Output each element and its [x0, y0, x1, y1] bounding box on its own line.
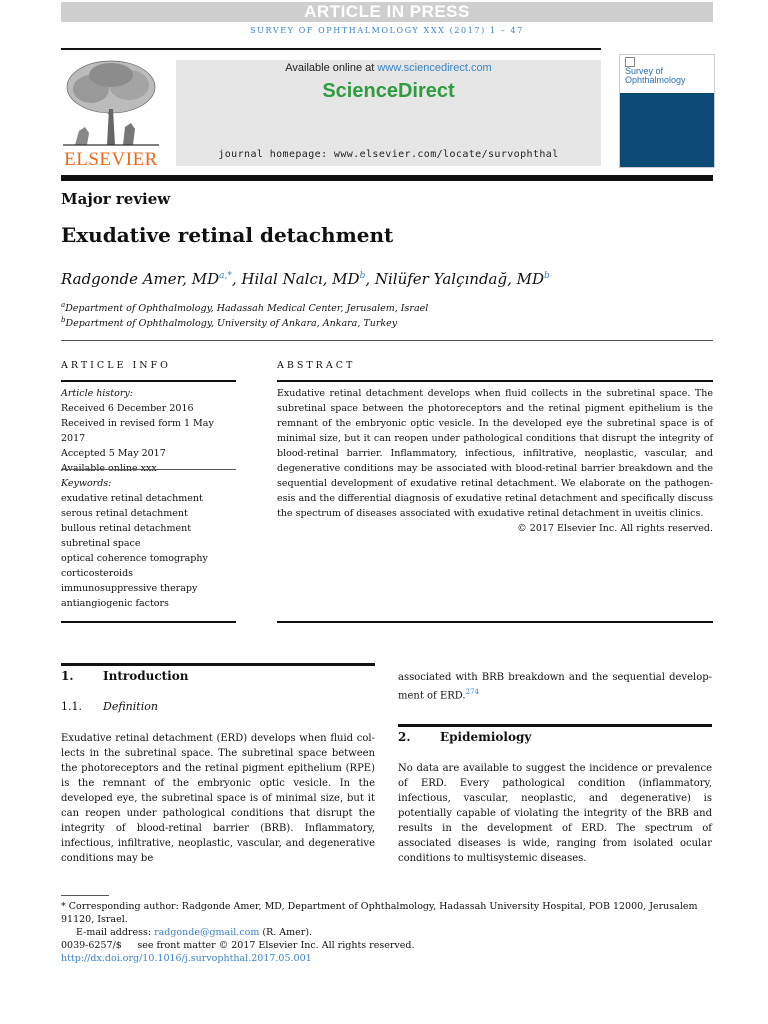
section-title: Epidemiology [440, 730, 532, 744]
available-online [176, 62, 601, 74]
article-info-rule [61, 380, 236, 382]
keyword-item: serous retinal detachment [61, 508, 188, 519]
affiliation-marker: b [61, 316, 66, 324]
cover-title-line-2: Ophthalmology [625, 75, 686, 85]
article-info-heading: ARTICLE INFO [61, 360, 171, 371]
abstract-copyright: © 2017 Elsevier Inc. All rights reserved. [517, 523, 713, 534]
affiliation-marker: a [61, 301, 66, 309]
elsevier-wordmark: ELSEVIER [64, 149, 158, 170]
affiliation [61, 301, 428, 314]
section-heading-epidemiology [398, 730, 531, 744]
article-info-bottom-rule [61, 621, 236, 623]
available-online-prefix: Available online at [285, 62, 378, 74]
author-affiliation-marker[interactable]: b [359, 271, 366, 281]
epidemiology-paragraph: No data are available to suggest the incidence or prevalence of ERD. Every pathological condition (inflammatory, infectious, vascular, neoplastic, and degenerative) is potentially capable of violating the integrity of the BRB and results in the development of ERD. The spectrum of associated diseases is wide, ranging from isolated ocular conditions to multisystemic diseases. [398, 763, 712, 864]
subsection-heading-definition [61, 700, 158, 713]
cover-color-band [620, 93, 714, 167]
keywords-label: Keywords: [61, 478, 112, 489]
history-item: Received in revised form 1 May 2017 [61, 418, 214, 444]
author-separator: , [365, 270, 375, 288]
footnote-rule [61, 895, 109, 896]
keyword-item: corticosteroids [61, 568, 134, 579]
keyword-item: exudative retinal detachment [61, 493, 203, 504]
subsection-title: Definition [103, 700, 158, 713]
section-number: 2. [398, 730, 411, 744]
sciencedirect-brand: ScienceDirect [322, 80, 455, 102]
journal-running-head: SURVEY OF OPHTHALMOLOGY XXX (2017) 1 – 47 [250, 26, 524, 35]
author-separator: , [231, 270, 242, 288]
affiliation [61, 316, 397, 329]
corresponding-author-note: * Corresponding author: Radgonde Amer, MD, Department of Ophthalmology, Hadassah University Hospital, POB 12000, Jerusalem 91120, Israel. [61, 901, 698, 925]
title-rule [61, 340, 713, 341]
cover-title-line-1: Survey of [625, 66, 664, 76]
keyword-item: optical coherence tomography [61, 553, 208, 564]
abstract-text: Exudative retinal detachment develops when fluid collects in the subretinal space. The subretinal space between the photoreceptors and the retinal pigment epithelium is the remnant of the embryonic optic vesicle. In the developed eye the subretinal space is of minimal size, but it can reopen under pathological conditions that disrupt the integrity of blood-retinal barrier. Inflammatory, infectious, infiltrative, neoplastic, vascular, and degenerative conditions may be associated with blood-retinal barrier breakdown and the sequential development of exudative retinal detachment. We elaborate on the pathogen-esis and the differential diagnosis of exudative retinal detachment and specifically discuss the spectrum of diseases associated with exudative retinal detachment in uveitis clinics. [277, 388, 713, 519]
section-heading-introduction [61, 669, 188, 683]
author-name: Nilüfer Yalçındağ, MD [374, 270, 545, 288]
email-label: E-mail address: [76, 927, 155, 938]
keyword-item: bullous retinal detachment [61, 523, 192, 534]
journal-cover [619, 54, 715, 168]
email-note [76, 926, 312, 939]
article-history-label: Article history: [61, 388, 133, 399]
abstract-rule [277, 380, 713, 382]
email-suffix: (R. Amer). [259, 927, 313, 938]
affiliation-text: Department of Ophthalmology, University of Ankara, Ankara, Turkey [65, 318, 398, 330]
author-list [61, 270, 550, 288]
author-affiliation-marker[interactable]: a,* [219, 271, 232, 281]
email-link[interactable]: radgonde@gmail.com [154, 927, 260, 938]
section-number: 1. [61, 669, 74, 683]
epidemiology-section-rule [398, 724, 712, 727]
doi-link[interactable] [61, 952, 312, 965]
author-name: Radgonde Amer, MD [61, 270, 220, 288]
article-type: Major review [61, 190, 171, 208]
keywords [61, 476, 236, 611]
keyword-item: immunosuppressive therapy [61, 583, 198, 594]
article-history [61, 386, 236, 476]
history-item: Accepted 5 May 2017 [61, 448, 166, 459]
abstract-bottom-rule [277, 621, 713, 623]
intro-paragraph: Exudative retinal detachment (ERD) develops when fluid col-lects in the subretinal space. The subretinal space between the photoreceptors and the retinal pigment epithelium (RPE) is the remnant of the embryonic optic vesicle. In the developed eye, the subretinal space is of minimal size, but it can reopen under pathological conditions that disrupt the integrity of blood-retinal barrier (BRB). Inflammatory, infectious, infiltrative, neoplastic, vascular, and degenerative conditions may be [61, 733, 375, 864]
intro-continued-text: associated with BRB breakdown and the sequential develop-ment of ERD. [398, 672, 712, 702]
abstract-body [277, 386, 713, 536]
history-item: Received 6 December 2016 [61, 403, 194, 414]
sciencedirect-box [176, 60, 601, 166]
intro-section-rule [61, 663, 375, 666]
elsevier-tree-icon [61, 57, 161, 149]
article-in-press-banner: ARTICLE IN PRESS [61, 2, 713, 22]
author-name: Hilal Nalcı, MD [241, 270, 360, 288]
affiliation-text: Department of Ophthalmology, Hadassah Medical Center, Jerusalem, Israel [65, 303, 429, 315]
author-affiliation-marker[interactable]: b [544, 271, 550, 281]
citation-link[interactable]: 274 [465, 688, 479, 696]
journal-homepage[interactable]: journal homepage: www.elsevier.com/locate/survophthal [218, 149, 559, 160]
elsevier-logo [61, 57, 161, 172]
subsection-number: 1.1. [61, 700, 82, 713]
keyword-item: subretinal space [61, 538, 141, 549]
intro-paragraph-continued [398, 670, 712, 703]
issn-note: 0039-6257/$ see front matter © 2017 Elsevier Inc. All rights reserved. [61, 940, 415, 951]
cover-title [625, 67, 686, 85]
header-rule-top [61, 48, 601, 50]
abstract-heading: ABSTRACT [277, 360, 356, 371]
doi-link-text[interactable]: http://dx.doi.org/10.1016/j.survophthal.2017.05.001 [61, 953, 312, 964]
keyword-item: antiangiogenic factors [61, 598, 169, 609]
keywords-rule [61, 469, 236, 470]
sciencedirect-link[interactable]: www.sciencedirect.com [377, 62, 492, 74]
article-title: Exudative retinal detachment [61, 223, 394, 247]
header-rule-thick [61, 175, 713, 181]
section-title: Introduction [103, 669, 189, 683]
